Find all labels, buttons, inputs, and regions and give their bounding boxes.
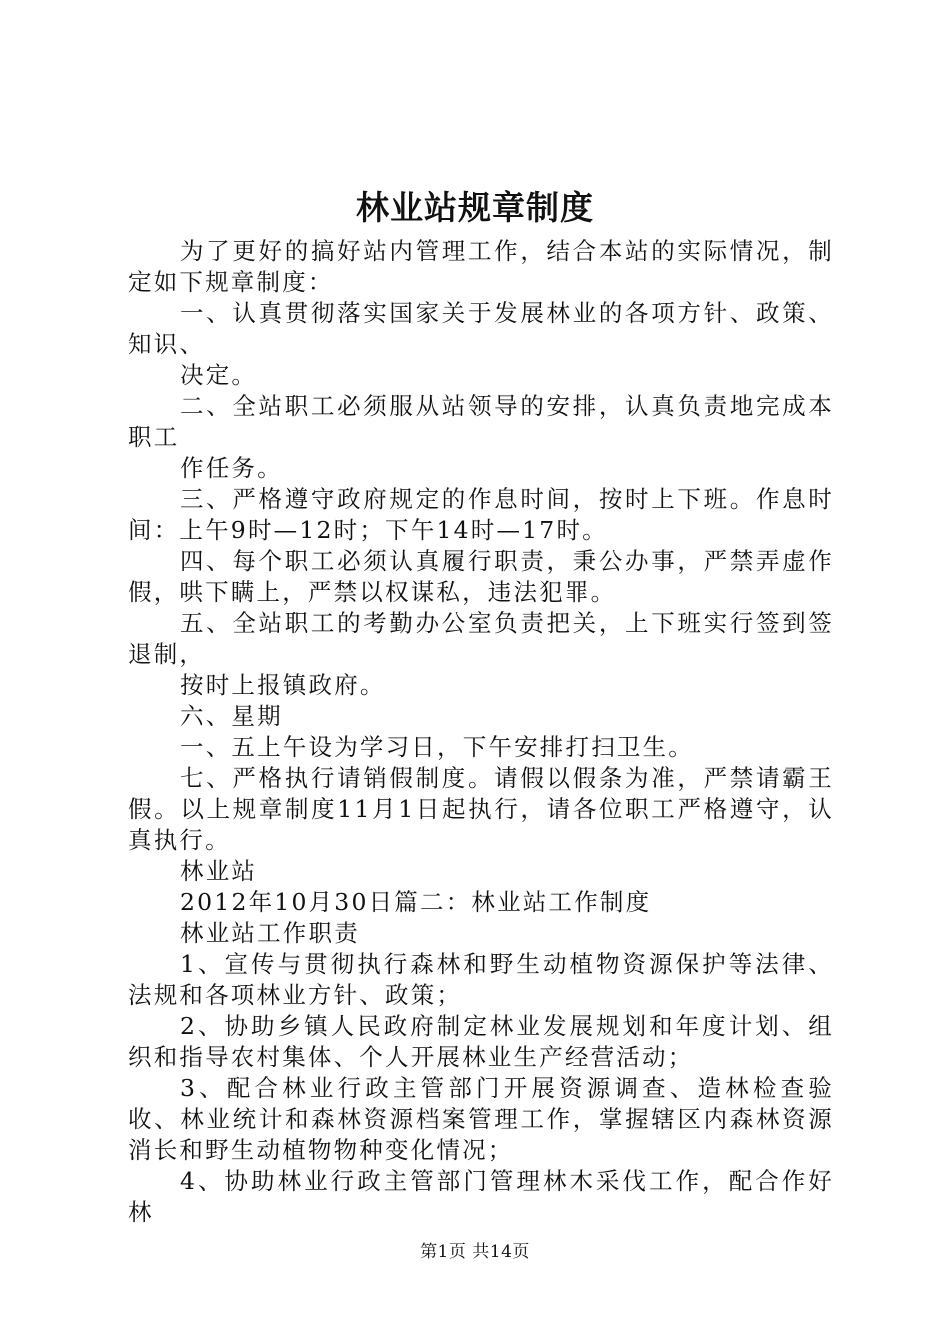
document-body (128, 236, 834, 1228)
page-footer: 第1页 共14页 (420, 1242, 530, 1262)
duty-item-1: 1、宣传与贯彻执行森林和野生动植物资源保护等法律、法规和各项林业方针、政策； (128, 950, 834, 1009)
duty-item-2: 2、协助乡镇人民政府制定林业发展规划和年度计划、组织和指导农村集体、个人开展林业生产经营活动； (128, 1012, 834, 1071)
paragraph-rule-5: 五、全站职工的考勤办公室负责把关，上下班实行签到签退制， (128, 609, 834, 668)
paragraph-rule-6: 六、星期 (180, 702, 283, 730)
paragraph-rule-3: 三、严格遵守政府规定的作息时间，按时上下班。作息时间：上午9时—12时；下午14时—17时。 (128, 485, 834, 544)
paragraph-rule-4: 四、每个职工必须认真履行职责，秉公办事，严禁弄虚作假，哄下瞒上，严禁以权谋私，违法犯罪。 (128, 547, 834, 606)
paragraph-rule-5-cont: 按时上报镇政府。 (180, 671, 386, 699)
paragraph-intro: 为了更好的搞好站内管理工作，结合本站的实际情况，制定如下规章制度： (128, 237, 834, 296)
duty-item-3: 3、配合林业行政主管部门开展资源调查、造林检查验收、林业统计和森林资源档案管理工作，掌握辖区内森林资源消长和野生动植物物种变化情况； (128, 1074, 834, 1164)
signature-date: 2012年10月30日篇二：林业站工作制度 (180, 888, 652, 916)
paragraph-rule-6-cont: 一、五上午设为学习日，下午安排打扫卫生。 (180, 733, 694, 761)
duty-item-4: 4、协助林业行政主管部门管理林木采伐工作，配合作好林 (128, 1167, 834, 1226)
paragraph-rule-2-cont: 作任务。 (180, 454, 283, 482)
paragraph-rule-1-cont: 决定。 (180, 361, 258, 389)
paragraph-rule-2: 二、全站职工必须服从站领导的安排，认真负责地完成本职工 (128, 392, 834, 451)
paragraph-rule-7: 七、严格执行请销假制度。请假以假条为准，严禁请霸王假。以上规章制度11月1日起执行，请各位职工严格遵守，认真执行。 (128, 764, 834, 854)
section-heading: 林业站工作职责 (180, 919, 360, 947)
signature-org: 林业站 (180, 857, 258, 885)
document-title: 林业站规章制度 (356, 188, 594, 227)
paragraph-rule-1: 一、认真贯彻落实国家关于发展林业的各项方针、政策、知识、 (128, 299, 834, 358)
